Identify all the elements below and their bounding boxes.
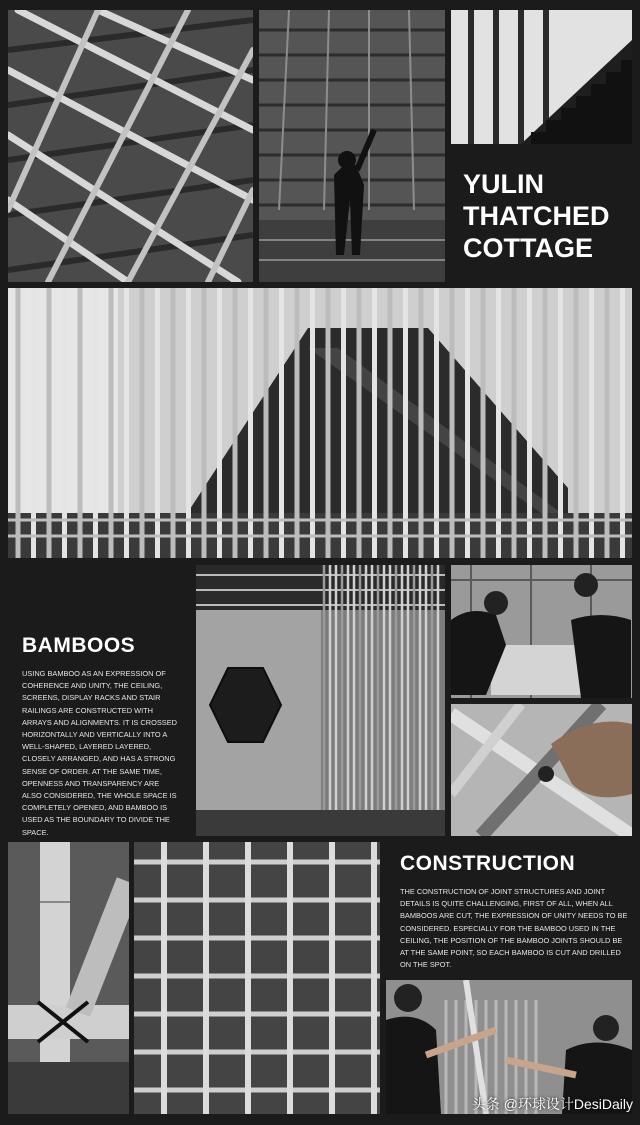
main-title-line-1: YULIN: [463, 169, 544, 199]
ceiling-lamps-graphic: [134, 842, 380, 1114]
construction-heading: CONSTRUCTION: [400, 852, 576, 875]
bamboos-body: USING BAMBOO AS AN EXPRESSION OF COHERENCE AND UNITY, THE CEILING, SCREENS, DISPLAY RACKS AND STAIR RAILINGS ARE CONSTRUCTED WITH ARRAYS AND ALIGNMENTS. IT IS CROSSED HORIZONTALLY AND VERTICALLY INTO A WELL-SHAPED, LAYERED LAYERED, CLOSELY ARRANGED, AND HAS A STRONG SENSE OF ORDER. AT THE SAME TIME, OPENNESS AND TRANSPARENCY ARE ALSO CONSIDERED, THE WHOLE SPACE IS COMPLETELY OPENED, AND BAMBOO IS USED AS THE BOUNDARY TO DIVIDE THE SPACE.: [22, 669, 177, 837]
photo-bamboo-screen: [8, 288, 632, 558]
bamboo-screen-graphic: [8, 288, 632, 558]
bamboo-joint-graphic: [451, 704, 632, 836]
photo-workers-cutting: [451, 565, 632, 698]
bamboos-heading: BAMBOOS: [22, 634, 136, 657]
construction-body: THE CONSTRUCTION OF JOINT STRUCTURES AND JOINT DETAILS IS QUITE CHALLENGING, FIRST OF ALL, WHEN ALL BAMBOOS ARE CUT, THE EXPRESSION OF UNITY NEEDS TO BE CONSIDERED. ESPECIALLY FOR THE BAMBOO USED IN THE CEILING, THE POSITION OF THE BAMBOO JOINTS SHOULD BE AT THE SAME POINT, SO EACH BAMBOO IS CUT AND DRILLED ON THE SPOT.: [400, 887, 628, 970]
workers-cutting-graphic: [451, 565, 632, 698]
ceiling-grid-graphic: [8, 10, 253, 282]
hexagon-window-graphic: [196, 565, 445, 836]
bamboos-section: [22, 634, 180, 839]
photo-bamboo-joint: [451, 704, 632, 836]
stair-detail-graphic: [451, 10, 632, 144]
main-title: [463, 168, 633, 264]
main-title-line-3: COTTAGE: [463, 233, 593, 263]
photo-ceiling-grid: [8, 10, 253, 282]
photo-bamboo-tie: [8, 842, 129, 1114]
main-title-line-2: THATCHED: [463, 201, 610, 231]
worker-scaffold-graphic: [259, 10, 445, 282]
photo-worker-scaffold: [259, 10, 445, 282]
construction-section: [400, 852, 628, 971]
watermark: 头条 @环球设计DesiDaily: [471, 1096, 633, 1112]
photo-stair-detail: [451, 10, 632, 144]
bamboo-tie-graphic: [8, 842, 129, 1114]
photo-ceiling-lamps: [134, 842, 380, 1114]
photo-hexagon-window: [196, 565, 445, 836]
